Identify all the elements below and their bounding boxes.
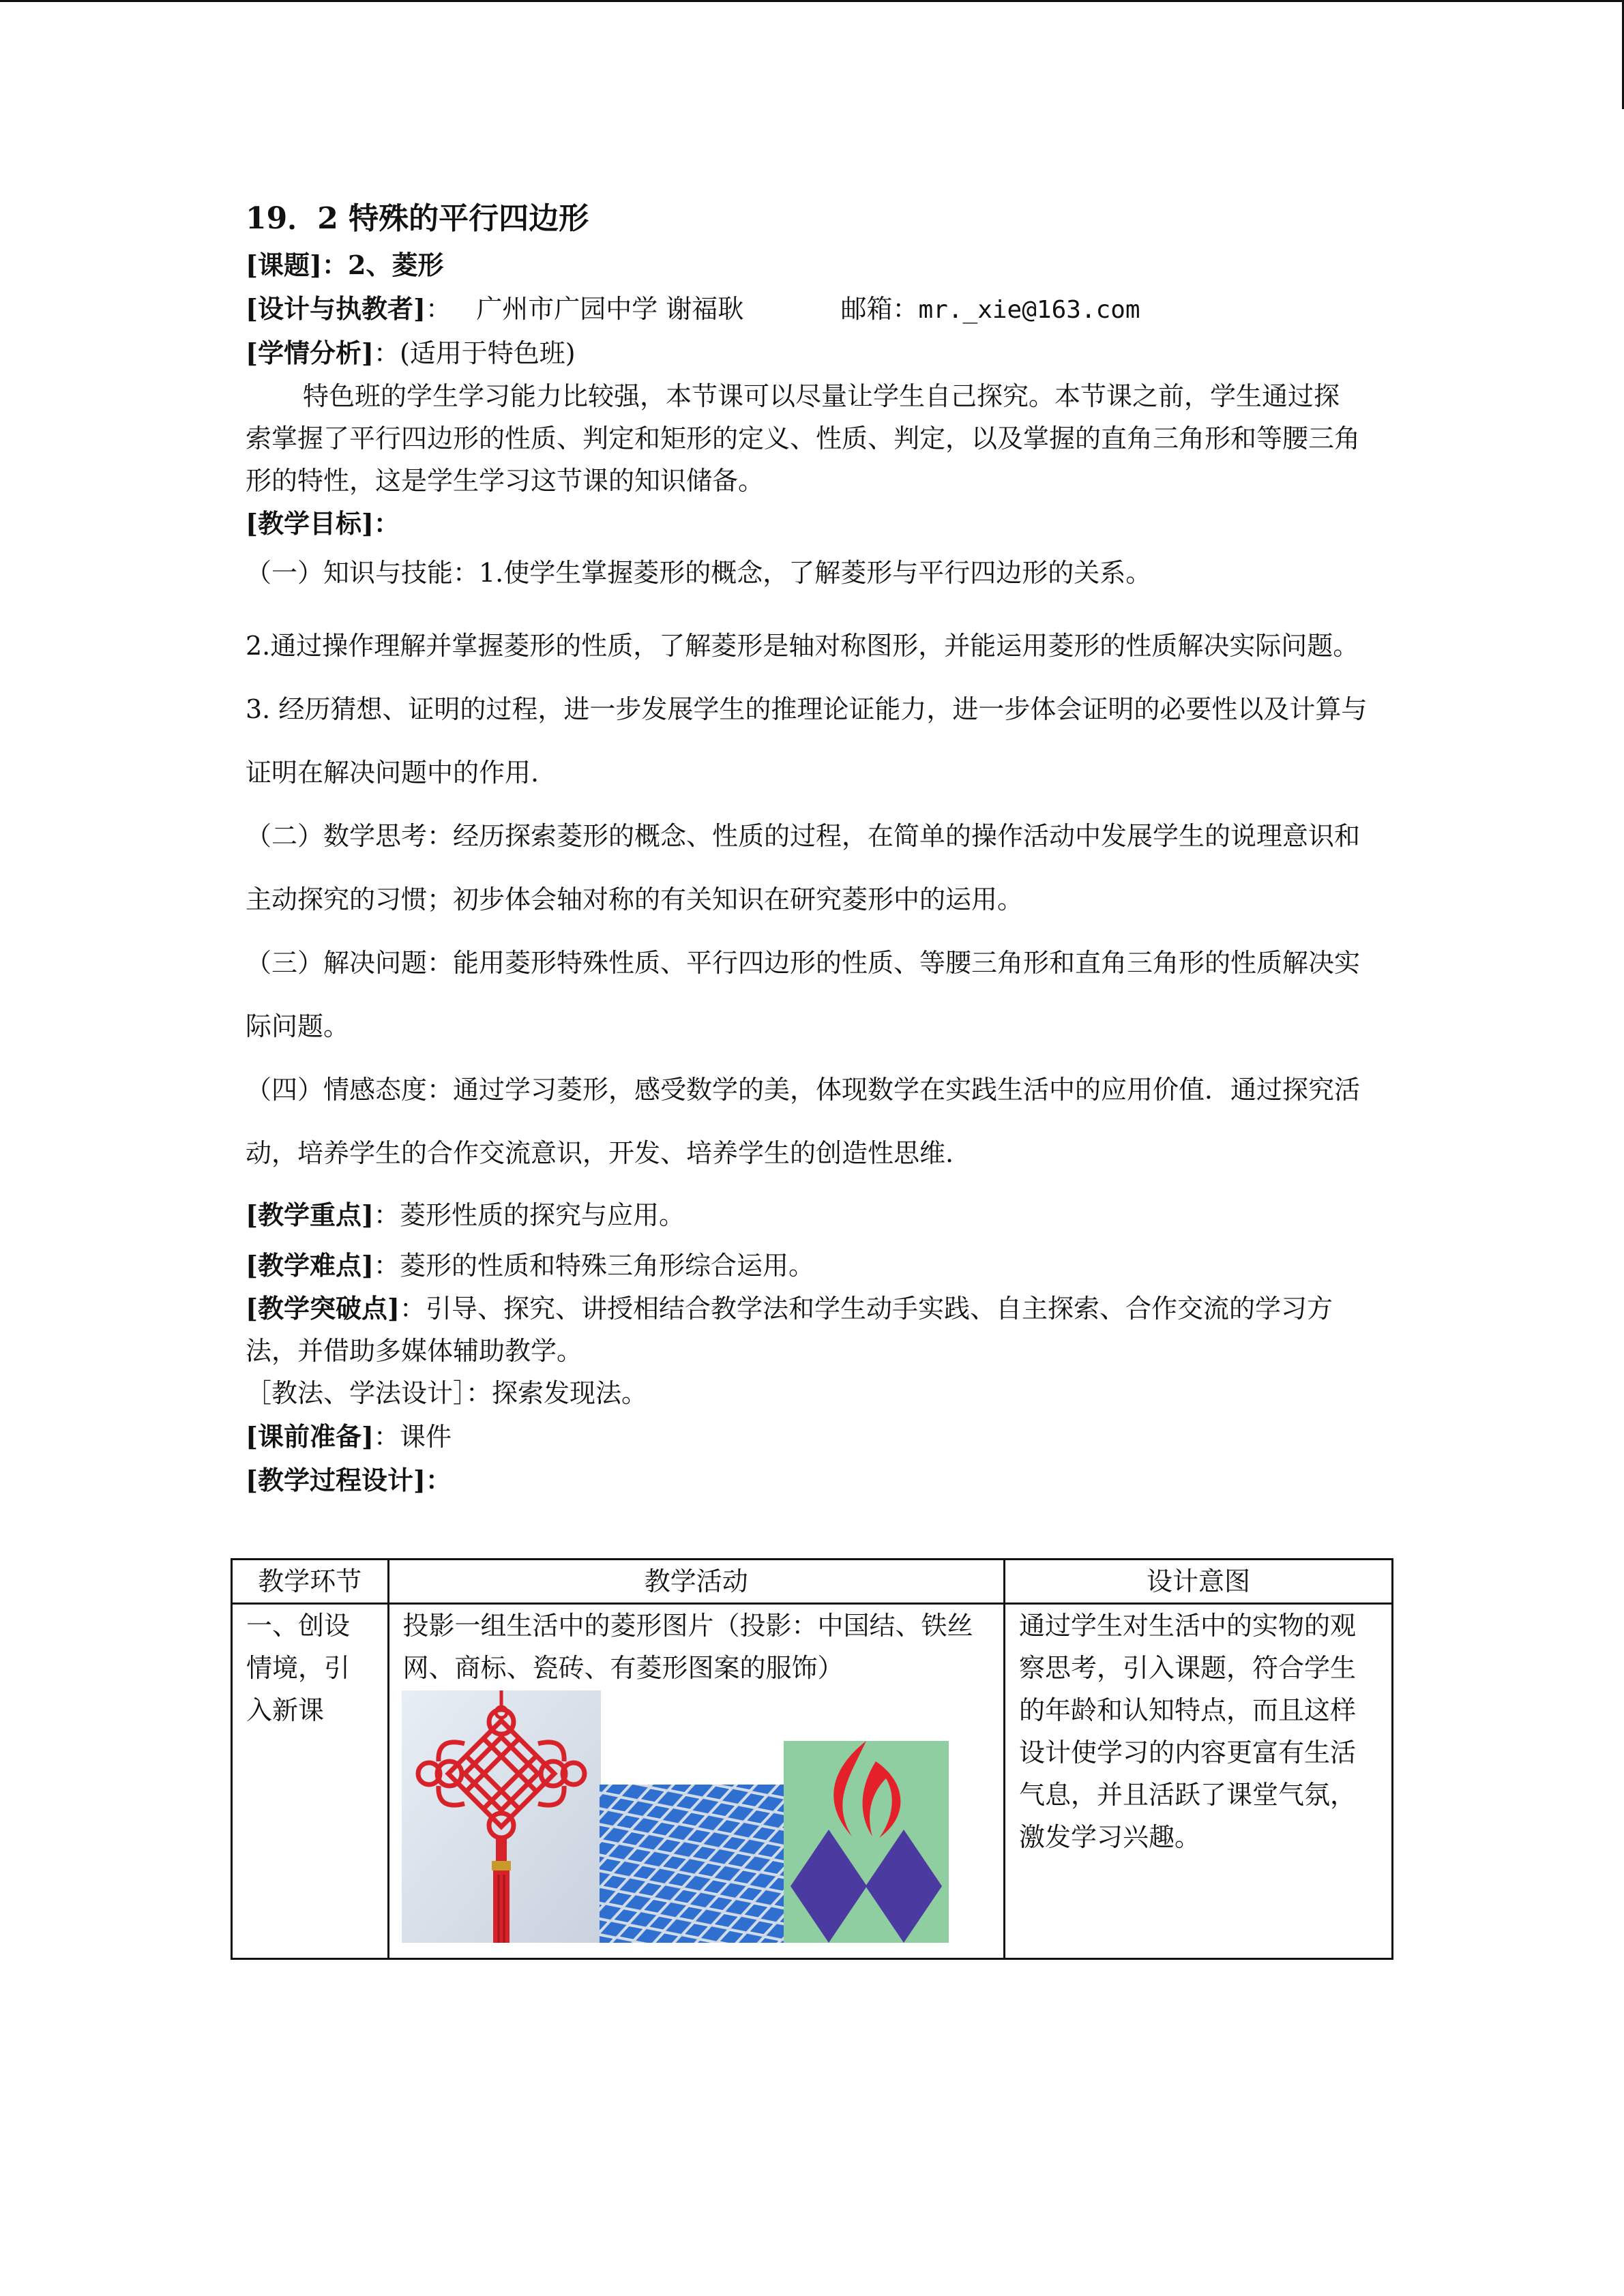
goal-problem-solving: （三）解决问题：能用菱形特殊性质、平行四边形的性质、等腰三角形和直角三角形的性质解决实际问题。 — [246, 948, 1361, 1041]
page-top-border — [0, 0, 1624, 2]
goal-reasoning: 3. 经历猜想、证明的过程，进一步发展学生的推理论证能力，进一步体会证明的必要性以及计算与证明在解决问题中的作用. — [246, 694, 1368, 788]
rhombus-images — [402, 1690, 990, 1958]
cell-stage: 一、创设情境，引入新课 — [232, 1604, 389, 1959]
breakthrough-label: [教学突破点] — [246, 1293, 400, 1324]
designer-label: [设计与执教者] — [246, 293, 426, 324]
topic-line — [246, 243, 1391, 287]
difficulty-value: ：菱形的性质和特殊三角形综合运用。 — [373, 1251, 814, 1281]
prep-value: ：课件 — [373, 1422, 452, 1452]
process-table — [231, 1558, 1393, 1960]
cell-activity — [388, 1604, 1005, 1959]
prep-label: [课前准备] — [246, 1421, 374, 1452]
wire-mesh-image — [600, 1785, 785, 1943]
header-activity: 教学活动 — [388, 1560, 1005, 1604]
activity-text: 投影一组生活中的菱形图片（投影：中国结、铁丝网、商标、瓷砖、有菱形图案的服饰） — [402, 1611, 973, 1683]
lesson-plan — [246, 194, 1391, 1502]
cell-intent: 通过学生对生活中的实物的观察思考，引入课题，符合学生的年龄和认知特点，而且这样设计使学习的内容更富有生活气息，并且活跃了课堂气氛，激发学习兴趣。 — [1005, 1604, 1393, 1959]
analysis-text: 特色班的学生学习能力比较强，本节课可以尽量让学生自己探究。本节课之前，学生通过探索掌握了平行四边形的性质、判定和矩形的定义、性质、判定，以及掌握的直角三角形和等腰三角形的特性，这是学生学习这节课的知识储备。 — [246, 381, 1361, 496]
analysis-line — [246, 331, 1391, 375]
key-point-value: ：菱形性质的探究与应用。 — [373, 1200, 685, 1230]
email-label: 邮箱： — [840, 294, 919, 324]
designer-line — [246, 287, 1391, 331]
prep-line — [246, 1415, 1391, 1459]
topic-label: [课题] — [246, 250, 322, 280]
key-point-line — [246, 1193, 1391, 1237]
goal-operation: 2.通过操作理解并掌握菱形的性质，了解菱形是轴对称图形，并能运用菱形的性质解决实际问题。 — [246, 631, 1359, 661]
goals-heading: [教学目标]： — [246, 508, 400, 539]
breakthrough-line — [246, 1287, 1381, 1372]
goal-knowledge: （一）知识与技能：1.使学生掌握菱形的概念，了解菱形与平行四边形的关系。 — [246, 558, 1152, 588]
process-heading: [教学过程设计]： — [246, 1465, 452, 1495]
method-line: ［教法、学法设计］：探索发现法。 — [246, 1378, 648, 1408]
topic-value: ：2、菱形 — [321, 250, 444, 280]
goal-attitude: （四）情感态度：通过学习菱形，感受数学的美，体现数学在实践生活中的应用价值．通过探究活动，培养学生的合作交流意识，开发、培养学生的创造性思维. — [246, 1075, 1361, 1168]
page-title: 19．2 特殊的平行四边形 — [246, 201, 589, 236]
difficulty-line — [246, 1244, 1391, 1287]
email-value[interactable]: mr._xie@163.com — [918, 296, 1140, 324]
difficulty-label: [教学难点] — [246, 1250, 374, 1281]
chinese-knot-image — [402, 1690, 601, 1943]
key-point-label: [教学重点] — [246, 1199, 374, 1230]
analysis-value: ：(适用于特色班) — [373, 338, 576, 368]
table-row — [232, 1604, 1393, 1959]
goal-thinking: （二）数学思考：经历探索菱形的概念、性质的过程，在简单的操作活动中发展学生的说理意识和主动探究的习惯；初步体会轴对称的有关知识在研究菱形中的运用。 — [246, 821, 1361, 914]
designer-value: ： 广州市广园中学 谢福耿 — [425, 294, 744, 324]
table-header-row — [232, 1560, 1393, 1604]
logo-image — [784, 1741, 949, 1943]
header-intent: 设计意图 — [1005, 1560, 1393, 1604]
breakthrough-value: ：引导、探究、讲授相结合教学法和学生动手实践、自主探索、合作交流的学习方法，并借助多媒体辅助教学。 — [246, 1294, 1333, 1366]
analysis-label: [学情分析] — [246, 338, 374, 368]
header-stage: 教学环节 — [232, 1560, 389, 1604]
